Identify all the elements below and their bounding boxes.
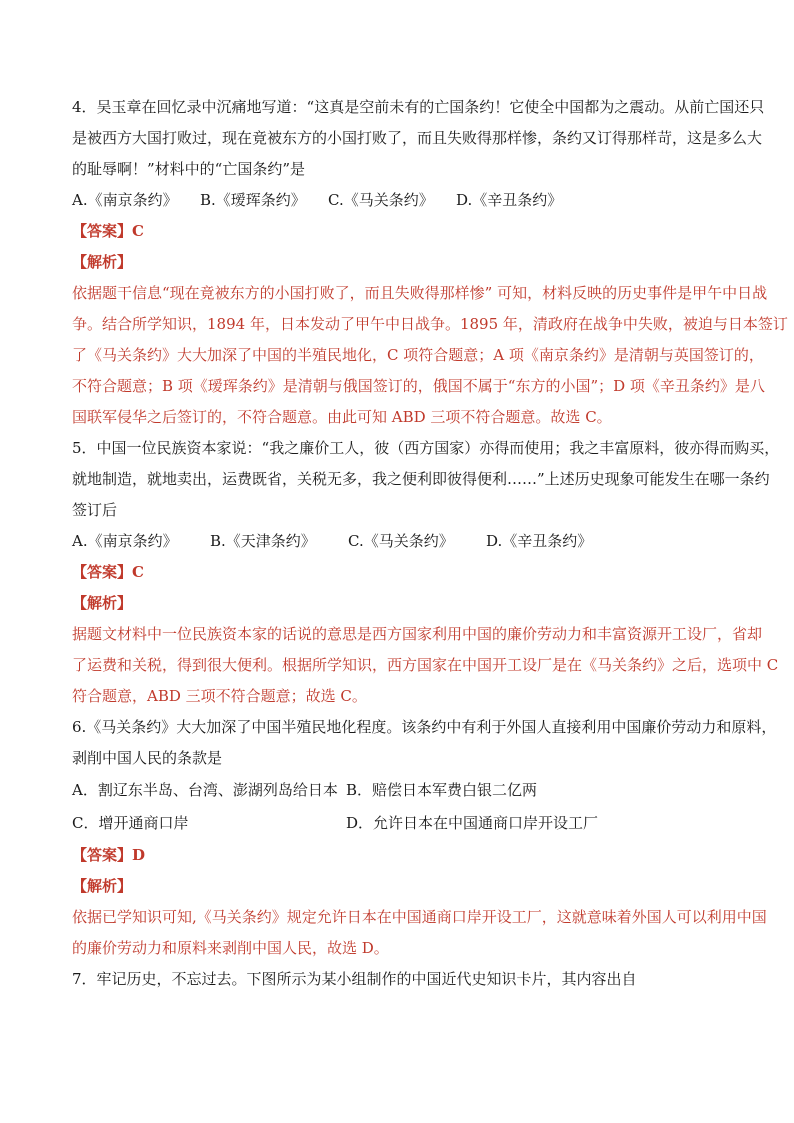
question-5-options (72, 526, 722, 557)
question-6-line-2: 剥削中国人民的条款是 (72, 749, 223, 767)
question-6-option-a: A．割辽东半岛、台湾、澎湖列岛给日本 (72, 781, 338, 799)
question-4-option-b: B.《瑷珲条约》 (200, 191, 306, 209)
question-7 (72, 964, 722, 995)
question-4-options (72, 185, 722, 216)
question-4-line-3: 的耻辱啊！”材料中的“亡国条约”是 (72, 160, 306, 178)
question-6-options (72, 774, 722, 840)
question-5-option-a: A.《南京条约》 (72, 532, 178, 550)
question-4-analysis-line-2: 争。结合所学知识，1894 年，日本发动了甲午中日战争。1895 年，清政府在战争中失败，被迫与日本签订 (72, 315, 788, 333)
question-5-analysis-label: 【解析】 (72, 594, 133, 612)
question-7-line-1: 7．牢记历史，不忘过去。下图所示为某小组制作的中国近代史知识卡片，其内容出自 (72, 970, 637, 988)
question-4-answer: 【答案】C (72, 222, 144, 240)
question-4-option-c: C.《马关条约》 (328, 191, 434, 209)
question-4-analysis-label: 【解析】 (72, 253, 133, 271)
question-5-answer: 【答案】C (72, 563, 144, 581)
question-5-line-3: 签订后 (72, 501, 118, 519)
question-6-option-c: C．增开通商口岸 (72, 814, 189, 832)
question-5-option-c: C.《马关条约》 (348, 532, 454, 550)
question-5-option-d: D.《辛丑条约》 (486, 532, 593, 550)
question-5-option-b: B.《天津条约》 (210, 532, 316, 550)
question-5-analysis-line-2: 了运费和关税，得到很大便利。根据所学知识，西方国家在中国开工设厂是在《马关条约》之后，选项中 C (72, 656, 779, 674)
question-6-line-1: 6.《马关条约》大大加深了中国半殖民地化程度。该条约中有利于外国人直接利用中国廉价劳动力和原料， (72, 718, 777, 736)
question-5 (72, 433, 780, 712)
question-6-option-b: B．赔偿日本军费白银二亿两 (346, 781, 538, 799)
question-6-analysis-line-2: 的廉价劳动力和原料来剥削中国人民，故选 D。 (72, 939, 389, 957)
question-4-analysis-line-3: 了《马关条约》大大加深了中国的半殖民地化，C 项符合题意；A 项《南京条约》是清朝与英国签订的， (72, 346, 764, 364)
question-4 (72, 92, 788, 433)
question-4-option-a: A.《南京条约》 (72, 191, 178, 209)
question-4-analysis-line-4: 不符合题意；B 项《瑷珲条约》是清朝与俄国签订的，俄国不属于“东方的小国”；D 项《辛丑条约》是八 (72, 377, 765, 395)
question-5-analysis-line-1: 据题文材料中一位民族资本家的话说的意思是西方国家利用中国的廉价劳动力和丰富资源开工设厂，省却 (72, 625, 763, 643)
question-6-option-d: D．允许日本在中国通商口岸开设工厂 (346, 814, 599, 832)
question-6-answer: 【答案】D (72, 846, 146, 864)
document-content (72, 92, 788, 995)
question-4-line-1: 4．吴玉章在回忆录中沉痛地写道：“这真是空前未有的亡国条约！它使全中国都为之震动。从前亡国还只 (72, 98, 765, 116)
question-5-line-1: 5．中国一位民族资本家说：“我之廉价工人，彼（西方国家）亦得而使用；我之丰富原料，彼亦得而购买， (72, 439, 780, 457)
question-5-line-2: 就地制造，就地卖出，运费既省，关税无多，我之便利即彼得便利……”上述历史现象可能发生在哪一条约 (72, 470, 770, 488)
question-4-option-d: D.《辛丑条约》 (456, 191, 563, 209)
question-4-analysis-line-5: 国联军侵华之后签订的，不符合题意。由此可知 ABD 三项不符合题意。故选 C。 (72, 408, 612, 426)
question-4-line-2: 是被西方大国打败过，现在竟被东方的小国打败了，而且失败得那样惨，条约又订得那样苛，这是多么大 (72, 129, 763, 147)
question-6-analysis-label: 【解析】 (72, 877, 133, 895)
question-6 (72, 712, 777, 964)
question-5-analysis-line-3: 符合题意，ABD 三项不符合题意；故选 C。 (72, 687, 367, 705)
question-6-analysis-line-1: 依据已学知识可知,《马关条约》规定允许日本在中国通商口岸开设工厂，这就意味着外国人可以利用中国 (72, 908, 767, 926)
question-4-analysis-line-1: 依据题干信息“现在竟被东方的小国打败了，而且失败得那样惨” 可知，材料反映的历史事件是甲午中日战 (72, 284, 768, 302)
